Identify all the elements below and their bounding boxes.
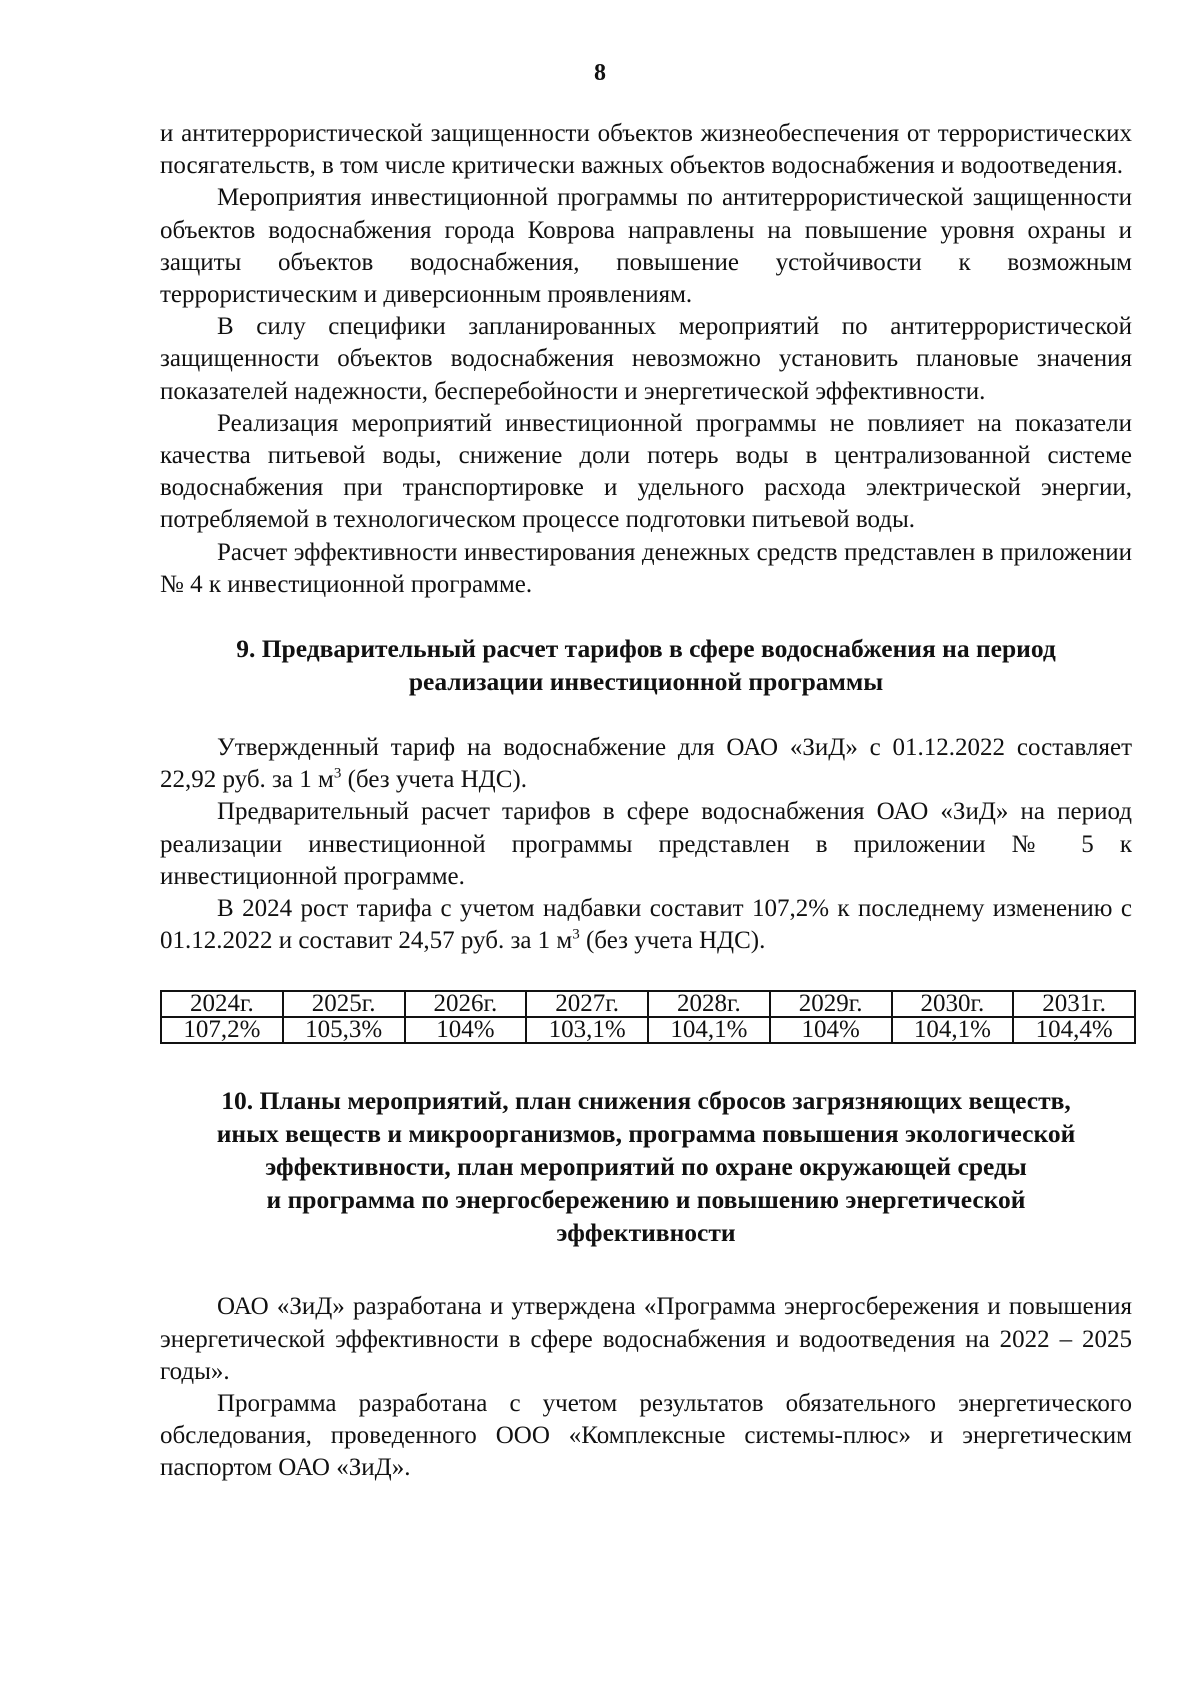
table-cell-value: 104,1% [648, 1017, 770, 1043]
section-10-title-line: эффективности, план мероприятий по охране окружающей среды [265, 1152, 1027, 1182]
table-cell-year: 2030г. [892, 991, 1014, 1017]
section-9-title-line: 9. Предварительный расчет тарифов в сфере водоснабжения на период [236, 634, 1056, 664]
paragraph-quality-impact: Реализация мероприятий инвестиционной программы не повлияет на показатели качества питьевой воды, снижение доли потерь воды в централизованной системе водоснабжения при транспортировке и удельного расхода электрической энергии, потребляемой в технологическом процессе подготовки питьевой воды. [160, 409, 1132, 534]
table-cell-year: 2029г. [770, 991, 892, 1017]
section-9-title-line: реализации инвестиционной программы [408, 667, 884, 697]
table-cell-value: 104% [405, 1017, 527, 1043]
table-cell-value: 107,2% [161, 1017, 283, 1043]
table-cell-year: 2025г. [283, 991, 405, 1017]
growth-text-end: (без учета НДС). [579, 927, 766, 955]
section-9-title [160, 632, 1132, 698]
table-cell-year: 2028г. [648, 991, 770, 1017]
paragraph-energy-program: ОАО «ЗиД» разработана и утверждена «Программа энергосбережения и повышения энергетической эффективности в сфере водоснабжения и водоотведения на 2022 – 2025 годы». [160, 1293, 1132, 1385]
table-row-values [161, 1017, 1135, 1043]
table-cell-year: 2031г. [1013, 991, 1135, 1017]
paragraph-preliminary-calc: Предварительный расчет тарифов в сфере водоснабжения ОАО «ЗиД» на период реализации инвестиционной программы представлен в приложении № 5 к инвестиционной программе. [160, 798, 1132, 890]
paragraph-efficiency-calc: Расчет эффективности инвестирования денежных средств представлен в приложении № 4 к инвестиционной программе. [160, 538, 1132, 598]
tariff-growth-table [160, 990, 1136, 1044]
section-10-title-line: эффективности [556, 1218, 736, 1248]
paragraph-energy-audit: Программа разработана с учетом результатов обязательного энергетического обследования, проведенного ООО «Комплексные системы-плюс» и энергетическим паспортом ОАО «ЗиД». [160, 1390, 1132, 1482]
tariff-text: Утвержденный тариф на водоснабжение для ОАО «ЗиД» с 01.12.2022 составляет 22,92 руб. за 1 м [160, 734, 1132, 794]
tariff-text-end: (без учета НДС). [341, 766, 527, 794]
table-cell-value: 104,4% [1013, 1017, 1135, 1043]
table-cell-year: 2026г. [405, 991, 527, 1017]
section-10-title-line: и программа по энергосбережению и повышению энергетической [266, 1185, 1026, 1215]
document-body [160, 118, 1132, 1485]
section-10-title [160, 1084, 1132, 1249]
paragraph-indicators: В силу специфики запланированных мероприятий по антитеррористической защищенности объектов водоснабжения невозможно установить плановые значения показателей надежности, бесперебойности и энергетической эффективности. [160, 313, 1132, 405]
table-cell-value: 105,3% [283, 1017, 405, 1043]
section-10-title-line: иных веществ и микроорганизмов, программа повышения экологической [216, 1119, 1076, 1149]
table-cell-value: 104% [770, 1017, 892, 1043]
table-row-years [161, 991, 1135, 1017]
table-cell-value: 104,1% [892, 1017, 1014, 1043]
paragraph-tariff-growth [160, 893, 1132, 957]
table-cell-year: 2024г. [161, 991, 283, 1017]
paragraph-approved-tariff [160, 732, 1132, 796]
superscript: 3 [572, 926, 580, 943]
paragraph-continuation: и антитеррористической защищенности объектов жизнеобеспечения от террористических посягательств, в том числе критически важных объектов водоснабжения и водоотведения. [160, 120, 1132, 180]
page-number: 8 [594, 60, 606, 86]
growth-text: В 2024 рост тарифа с учетом надбавки составит 107,2% к последнему изменению с 01.12.2022 и составит 24,57 руб. за 1 м [160, 895, 1132, 955]
table-cell-value: 103,1% [526, 1017, 648, 1043]
paragraph-antiterror-measures: Мероприятия инвестиционной программы по антитеррористической защищенности объектов водоснабжения города Коврова направлены на повышение уровня охраны и защиты объектов водоснабжения, повышение устойчивости к возможным террористическим и диверсионным проявлениям. [160, 184, 1132, 309]
superscript: 3 [333, 765, 342, 782]
table-cell-year: 2027г. [526, 991, 648, 1017]
section-10-title-line: 10. Планы мероприятий, план снижения сбросов загрязняющих веществ, [221, 1086, 1071, 1116]
